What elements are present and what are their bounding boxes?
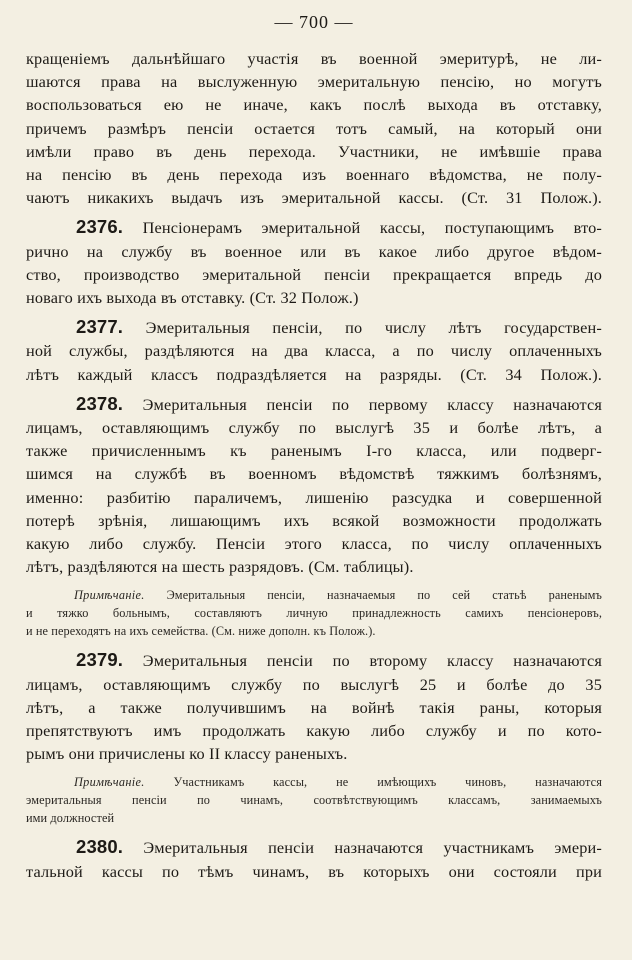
text-line: препятствуютъ имъ продолжать какую либо службу и по кото- bbox=[26, 721, 602, 741]
text-line: ной службы, раздѣляются на два класса, а по числу оплаченныхъ bbox=[26, 341, 602, 361]
article-first-line bbox=[26, 315, 602, 339]
article-text: Эмеритальныя пенсіи назначаются участникамъ эмери- bbox=[143, 838, 602, 858]
article-2378 bbox=[26, 392, 602, 641]
note-line: и не переходятъ на ихъ семейства. (См. ниже дополн. къ Полож.). bbox=[26, 624, 376, 639]
text-line: шаются права на выслуженную эмеритальную пенсію, но могутъ bbox=[26, 72, 602, 92]
text-line: тальной кассы по тѣмъ чинамъ, въ которыхъ они состояли при bbox=[26, 861, 602, 881]
text-line: воспользоваться ею не иначе, какъ послѣ выхода въ отставку, bbox=[26, 95, 602, 115]
note-label: Примѣчаніе. bbox=[74, 588, 145, 603]
text-line: рично на службу въ военное или въ какое либо другое вѣдом- bbox=[26, 241, 602, 261]
text-line: рымъ они причислены ко II классу раненыхъ. bbox=[26, 744, 348, 764]
article-text: Эмеритальныя пенсіи по второму классу назначаются bbox=[142, 651, 602, 671]
text-line: лѣтъ, раздѣляются на шесть разрядовъ. (См. таблицы). bbox=[26, 557, 414, 577]
text-line: на пенсію въ день перехода изъ военнаго вѣдомства, не полу- bbox=[26, 165, 602, 185]
text-line: лицамъ, оставляющимъ службу по выслугѣ 35 и болѣе лѣтъ, а bbox=[26, 418, 602, 438]
article-number: 2378. bbox=[76, 392, 124, 414]
article-first-line bbox=[26, 648, 602, 672]
note bbox=[26, 773, 602, 827]
text-line: кращеніемъ дальнѣйшаго участія въ военной эмеритурѣ, не ли- bbox=[26, 49, 602, 68]
note-first-line bbox=[26, 586, 602, 604]
text-line: имѣли право въ день перехода. Участники, не имѣвшіе права bbox=[26, 141, 602, 161]
note-line: эмеритальныя пенсіи по чинамъ, соотвѣтствующимъ классамъ, занимаемыхъ bbox=[26, 793, 602, 808]
note-text: Эмеритальныя пенсіи, назначаемыя по сей статьѣ раненымъ bbox=[166, 588, 602, 603]
note bbox=[26, 586, 602, 640]
note-first-line bbox=[26, 773, 602, 791]
text-line: какую либо службу. Пенсіи этого класса, по числу оплаченныхъ bbox=[26, 534, 602, 554]
note-label: Примѣчаніе. bbox=[74, 775, 145, 790]
text-line: лѣтъ каждый классъ подраздѣляется на разряды. (Ст. 34 Полож.). bbox=[26, 364, 602, 384]
article-first-line bbox=[26, 392, 602, 416]
page-number: — 700 — bbox=[274, 12, 354, 32]
article-number: 2380. bbox=[76, 836, 124, 858]
article-text: Пенсіонерамъ эмеритальной кассы, поступающимъ вто- bbox=[142, 218, 602, 238]
text-line: шимся на службѣ въ военномъ вѣдомствѣ тяжкимъ болѣзнямъ, bbox=[26, 464, 602, 484]
article-text: Эмеритальныя пенсіи по первому классу назначаются bbox=[142, 394, 602, 414]
text-line: лѣтъ, а также получившимъ на войнѣ такія раны, которыя bbox=[26, 697, 602, 717]
text-line: также причисленнымъ къ раненымъ I-го класса, или подверг- bbox=[26, 441, 602, 461]
article-2376 bbox=[26, 215, 602, 309]
article-2377 bbox=[26, 315, 602, 386]
text-line: именно: разбитію параличемъ, лишенію разсудка и совершенной bbox=[26, 487, 602, 507]
intro-paragraph bbox=[26, 47, 602, 209]
text-line: чаютъ никакихъ выдачъ изъ эмеритальной кассы. (Ст. 31 Полож.). bbox=[26, 188, 602, 208]
text-line: потерѣ зрѣнія, лишающимъ ихъ всякой возможности продолжать bbox=[26, 510, 602, 530]
note-line: ими должностей bbox=[26, 811, 115, 826]
text-line: новаго ихъ выхода въ отставку. (Ст. 32 Полож.) bbox=[26, 288, 359, 308]
article-number: 2379. bbox=[76, 649, 124, 671]
note-line: и тяжко больнымъ, составляютъ личную принадлежность самихъ пенсіонеровъ, bbox=[26, 606, 602, 621]
note-text: Участникамъ кассы, не имѣющихъ чиновъ, назначаются bbox=[173, 775, 602, 790]
article-number: 2377. bbox=[76, 316, 124, 338]
article-2380 bbox=[26, 835, 602, 882]
article-2379 bbox=[26, 648, 602, 827]
article-text: Эмеритальныя пенсіи, по числу лѣтъ государствен- bbox=[145, 318, 602, 338]
article-number: 2376. bbox=[76, 216, 124, 238]
text-line: ство, производство эмеритальной пенсіи прекращается впредь до bbox=[26, 264, 602, 284]
text-line: причемъ размѣръ пенсіи остается тотъ самый, на который они bbox=[26, 118, 602, 138]
article-first-line bbox=[26, 215, 602, 239]
text-line: лицамъ, оставляющимъ службу по выслугѣ 25 и болѣе до 35 bbox=[26, 674, 602, 694]
article-first-line bbox=[26, 835, 602, 859]
